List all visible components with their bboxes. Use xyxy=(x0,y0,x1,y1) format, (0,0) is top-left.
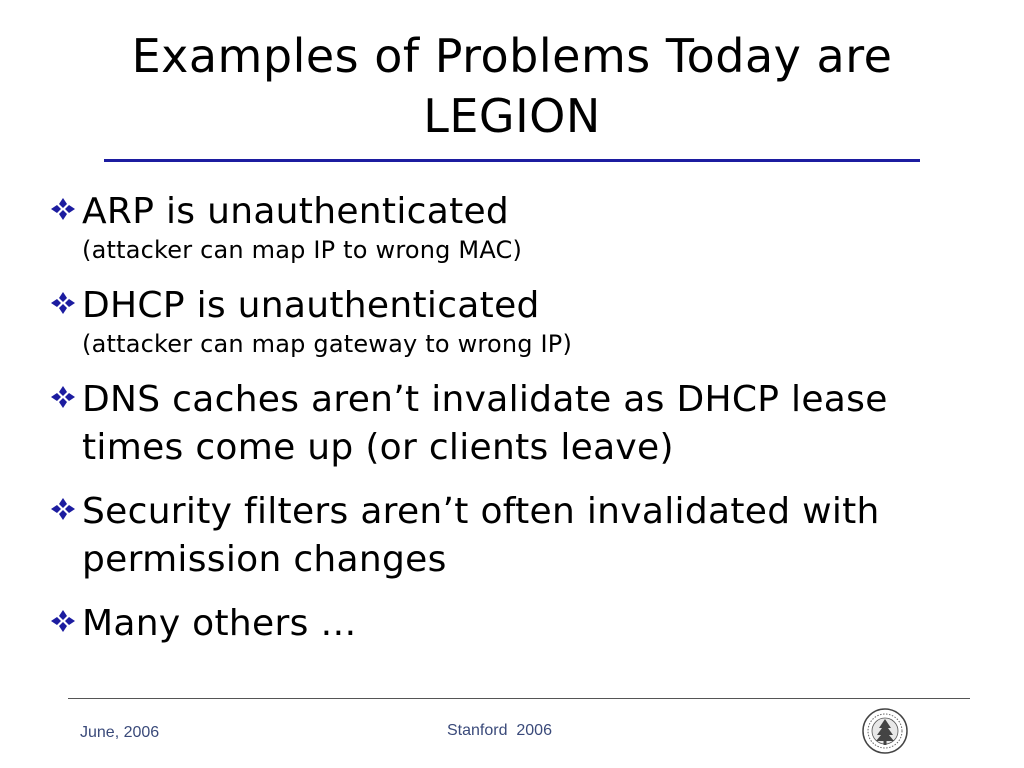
bullet-subtext: (attacker can map gateway to wrong IP) xyxy=(82,330,573,358)
bullet-text: ARP is unauthenticated xyxy=(82,191,510,232)
slide-title xyxy=(40,26,984,146)
footer-organization: Stanford 2006 xyxy=(447,722,552,739)
diamond-bullet-icon xyxy=(48,609,78,633)
bullet-item xyxy=(46,600,976,648)
slide-title-line-2: LEGION xyxy=(423,89,601,143)
diamond-bullet-icon xyxy=(48,197,78,221)
bullet-text: DHCP is unauthenticated xyxy=(82,285,540,326)
bullet-list xyxy=(46,188,976,664)
bullet-text: DNS caches aren’t invalidate as DHCP lease times come up (or clients leave) xyxy=(82,379,888,468)
diamond-bullet-icon xyxy=(48,497,78,521)
slide-title-line-1: Examples of Problems Today are xyxy=(131,29,893,83)
bullet-subtext: (attacker can map IP to wrong MAC) xyxy=(82,236,523,264)
footer-date: June, 2006 xyxy=(80,724,160,741)
diamond-bullet-icon xyxy=(48,291,78,315)
bullet-item xyxy=(46,188,976,266)
bullet-text: Security filters aren’t often invalidated with permission changes xyxy=(82,491,880,580)
bullet-item xyxy=(46,282,976,360)
footer-divider xyxy=(68,698,970,699)
stanford-seal-icon xyxy=(862,708,908,754)
bullet-item xyxy=(46,488,976,584)
title-underline xyxy=(104,159,920,162)
bullet-item xyxy=(46,376,976,472)
bullet-text: Many others … xyxy=(82,603,357,644)
diamond-bullet-icon xyxy=(48,385,78,409)
